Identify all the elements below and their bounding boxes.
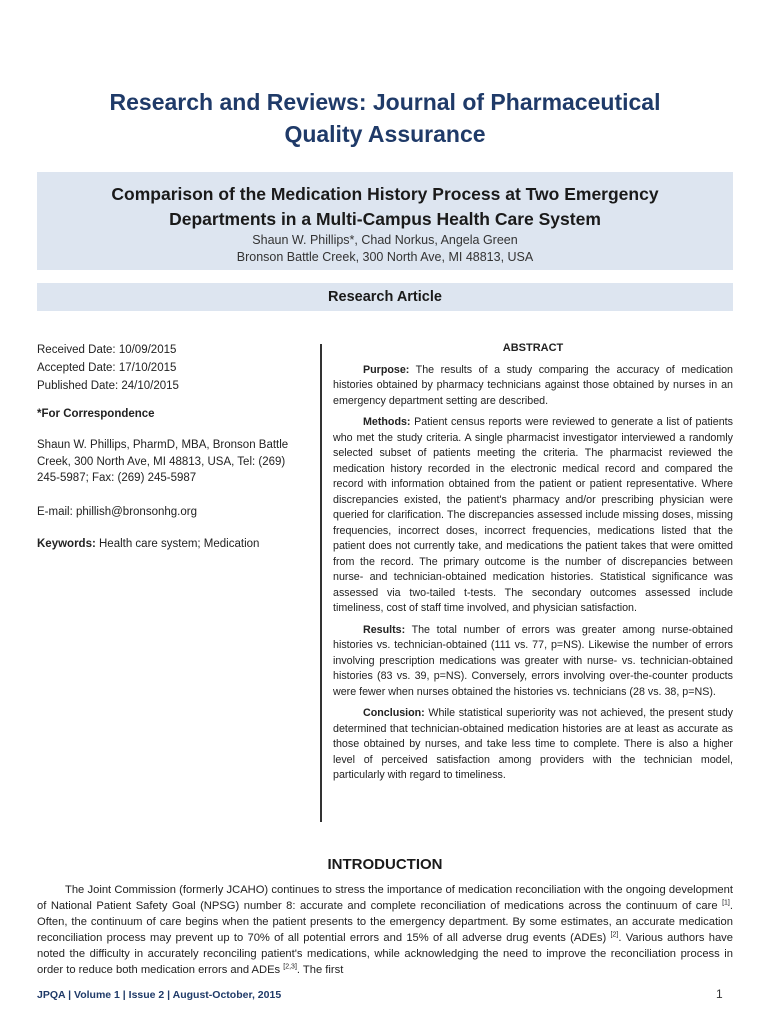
purpose-text: The results of a study comparing the accuracy of medication histories obtained by pharmacy technicians against those obtained by nurses in an emergency department setting are described. [333, 363, 733, 407]
abstract-methods [333, 415, 733, 617]
abstract-purpose [333, 363, 733, 410]
accepted-date: Accepted Date: 17/10/2015 [37, 362, 177, 374]
article-type: Research Article [328, 289, 442, 305]
journal-title-line1: Research and Reviews: Journal of Pharmaceutical [109, 89, 661, 115]
article-title-line1: Comparison of the Medication History Process at Two Emergency [111, 184, 659, 204]
intro-text-d: . The first [296, 964, 344, 976]
article-title-band [37, 172, 733, 270]
methods-text: Patient census reports were reviewed to generate a list of patients who met the study criteria. A single pharmacist investigator interviewed a randomly selected subset of patients meeting the criteria. The pharmacist reviewed the medication history recorded in the electronic medical record and compared the record with information obtained from the patient or patient representative. Where discrepancies existed, the patient's pharmacy and/or prescribing physician were queried for clarification. The discrepancies assessed include missing doses, missing frequencies, incorrect doses, incorrect frequencies, medications listed that the patient does not currently take, and medications the patient takes that were omitted from the record. The primary outcome is the number of discrepancies between nurse- and technician-obtained medication histories. Statistical significance was assessed via two-tailed t-tests. The secondary outcomes assessed include timeliness, cost of staff time involved, and physician satisfaction. [333, 416, 733, 614]
authors: Shaun W. Phillips*, Chad Norkus, Angela Green [252, 233, 518, 247]
citation-2[interactable]: [2] [610, 931, 619, 939]
correspondence-email: E-mail: phillish@bronsonhg.org [37, 505, 197, 518]
article-meta-column [37, 341, 307, 553]
page-number: 1 [716, 987, 723, 1001]
results-label: Results: [363, 623, 406, 636]
intro-text-b: . Often, the continuum of care begins when the patient presents to the emergency department. By some estimates, an accurate medication reconciliation process may prevent up to 70% of all potential errors and 15% of all adverse drug events (ADEs) [37, 900, 733, 944]
citation-3[interactable]: [2,3] [283, 963, 297, 971]
abstract-heading: ABSTRACT [502, 342, 564, 354]
affiliation: Bronson Battle Creek, 300 North Ave, MI 48813, USA [236, 250, 534, 264]
abstract-conclusion [333, 706, 733, 784]
intro-text-a: The Joint Commission (formerly JCAHO) continues to stress the importance of medication reconciliation with the ongoing development of National Patient Safety Goal (NPSG) number 8: accurate and complete reconciliation of medications across the continuum of care [37, 884, 733, 912]
conclusion-text: While statistical superiority was not achieved, the present study determined that technician-obtained medication histories are at least as accurate as those obtained by nurses, and take less time to complete. There is also a higher level of perceived satisfaction among providers with the technician model, particularly with regard to timeliness. [333, 707, 733, 781]
introduction-paragraph [37, 882, 733, 978]
article-title-line2: Departments in a Multi-Campus Health Care System [169, 209, 601, 229]
keywords-value: Health care system; Medication [95, 537, 260, 550]
correspondence-details: Shaun W. Phillips, PharmD, MBA, Bronson Battle Creek, 300 North Ave, MI 48813, USA, Tel: (269) 245-5987; Fax: (269) 245-5987 [37, 439, 289, 484]
article-title [37, 182, 733, 232]
journal-title [0, 86, 770, 150]
introduction-body [37, 882, 733, 978]
column-divider [320, 344, 322, 822]
journal-title-line2: Quality Assurance [284, 121, 486, 147]
citation-1[interactable]: [1] [722, 899, 730, 907]
methods-label: Methods: [363, 416, 411, 428]
purpose-label: Purpose: [363, 363, 410, 376]
conclusion-label: Conclusion: [363, 707, 425, 719]
keywords-label: Keywords: [37, 537, 96, 550]
footer-journal-info: JPQA | Volume 1 | Issue 2 | August-October, 2015 [37, 989, 282, 1001]
keywords [37, 535, 307, 553]
intro-text-c: . Various authors have noted the difficulty in accurately reconciling patient's medications, while acknowledging the need to improve the reconciliation process in order to reduce both medication errors and ADEs [37, 932, 733, 976]
abstract-results [333, 623, 733, 701]
abstract [333, 341, 733, 790]
correspondence-heading: *For Correspondence [37, 408, 155, 420]
introduction-heading: INTRODUCTION [327, 856, 443, 873]
article-type-band [37, 283, 733, 311]
received-date: Received Date: 10/09/2015 [37, 344, 177, 356]
results-text: The total number of errors was greater among nurse-obtained histories vs. technician-obtained (111 vs. 77, p=NS). Likewise the number of errors involving prescription medications was greater with nurse- vs. technician-obtained histories (83 vs. 39, p=NS). Conversely, errors involving over-the-counter products were fewer when nurses obtained the histories vs. technicians (28 vs. 38, p=NS). [333, 623, 733, 698]
published-date: Published Date: 24/10/2015 [37, 380, 179, 392]
